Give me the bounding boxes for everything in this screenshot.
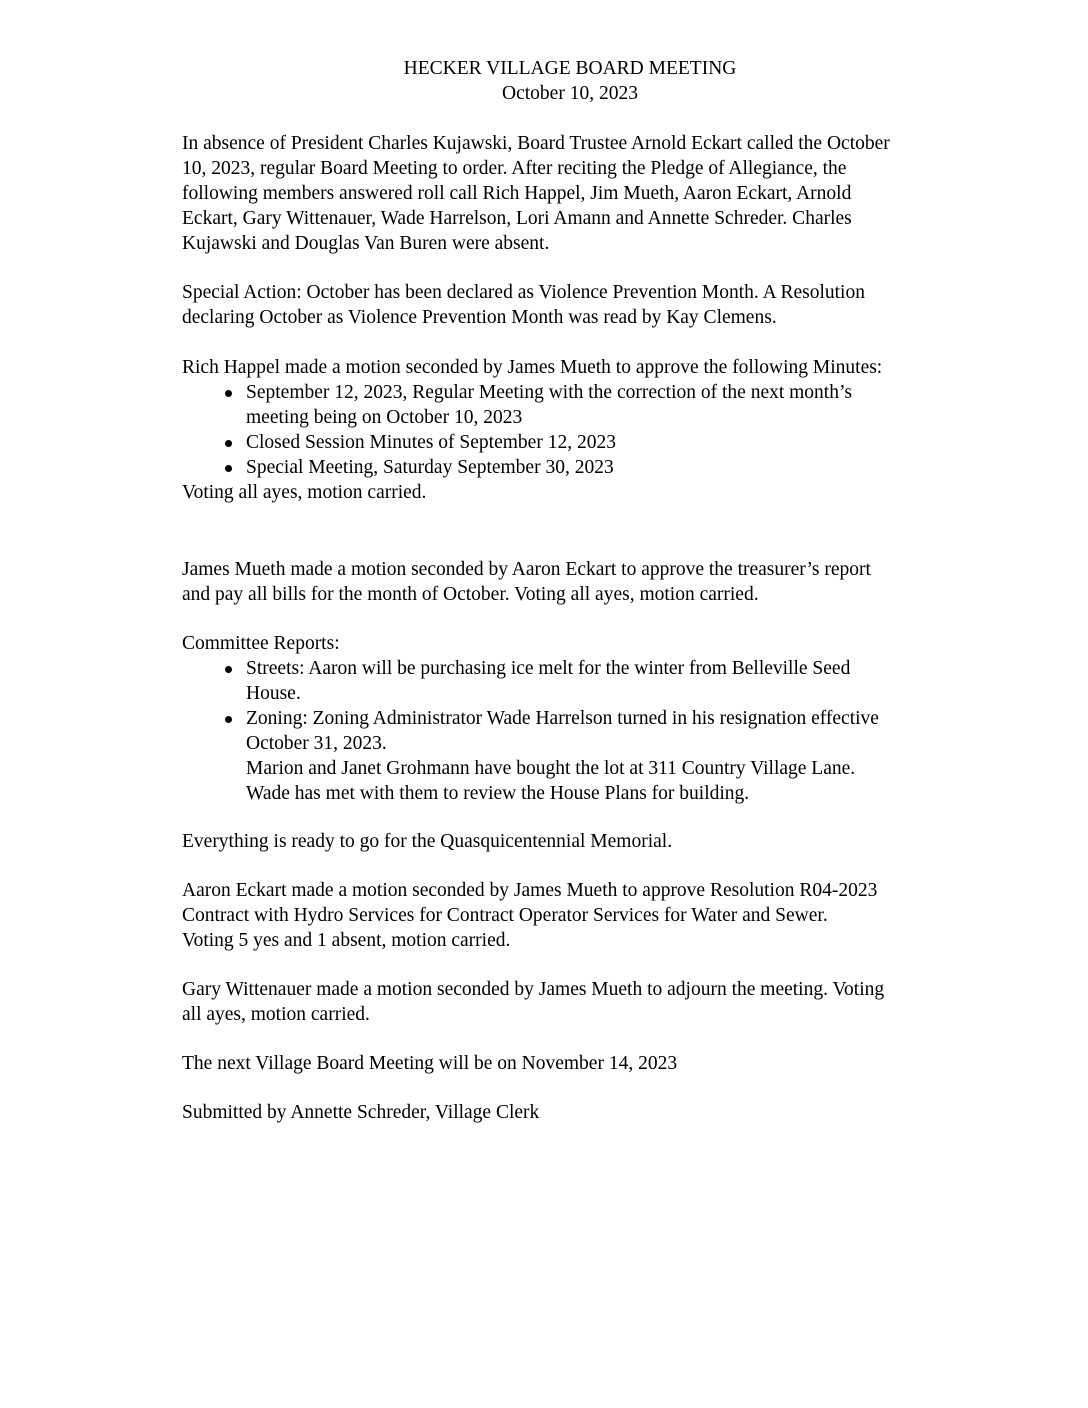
meeting-date: October 10, 2023 — [502, 83, 638, 104]
call-to-order-paragraph — [182, 131, 972, 256]
minutes-motion-paragraph — [182, 355, 972, 505]
bullet-icon — [225, 666, 232, 673]
text-line: The next Village Board Meeting will be on November 14, 2023 — [182, 1053, 678, 1074]
text-line: Contract with Hydro Services for Contract Operator Services for Water and Sewer. — [182, 905, 828, 926]
text-line: following members answered roll call Rich Happel, Jim Mueth, Aaron Eckart, Arnold — [182, 183, 852, 204]
document-page — [182, 56, 972, 1125]
committee-reports-section — [182, 631, 972, 806]
bullet-icon — [225, 716, 232, 723]
text-line: Eckart, Gary Wittenauer, Wade Harrelson, Lori Amann and Annette Schreder. Charles — [182, 208, 852, 229]
bullet-icon — [225, 465, 232, 472]
list-item — [182, 706, 972, 806]
text-line: meeting being on October 10, 2023 — [246, 407, 523, 428]
text-line: declaring October as Violence Prevention Month was read by Kay Clemens. — [182, 307, 777, 328]
text-line: Streets: Aaron will be purchasing ice melt for the winter from Belleville Seed — [246, 658, 851, 679]
text-line: Everything is ready to go for the Quasquicentennial Memorial. — [182, 831, 673, 852]
memorial-paragraph — [182, 829, 972, 854]
treasurer-motion-paragraph — [182, 557, 972, 607]
next-meeting-paragraph — [182, 1051, 972, 1076]
text-line: October 31, 2023. — [246, 733, 387, 754]
list-item — [182, 656, 972, 706]
text-line: Aaron Eckart made a motion seconded by James Mueth to approve Resolution R04-2023 — [182, 880, 878, 901]
committee-reports-heading: Committee Reports: — [182, 633, 340, 654]
list-item — [182, 430, 972, 455]
text-line: Gary Wittenauer made a motion seconded by James Mueth to adjourn the meeting. Voting — [182, 979, 885, 1000]
text-line: September 12, 2023, Regular Meeting with the correction of the next month’s — [246, 382, 852, 403]
adjourn-motion-paragraph — [182, 977, 972, 1027]
header — [182, 56, 958, 106]
text-line: Wade has met with them to review the House Plans for building. — [246, 783, 750, 804]
text-line: and pay all bills for the month of October. Voting all ayes, motion carried. — [182, 584, 759, 605]
text-line: Voting all ayes, motion carried. — [182, 482, 427, 503]
text-line: James Mueth made a motion seconded by Aaron Eckart to approve the treasurer’s report — [182, 559, 871, 580]
text-line: 10, 2023, regular Board Meeting to order. After reciting the Pledge of Allegiance, the — [182, 158, 847, 179]
bullet-icon — [225, 440, 232, 447]
document-title: HECKER VILLAGE BOARD MEETING — [403, 58, 737, 79]
text-line: Special Meeting, Saturday September 30, 2023 — [246, 457, 614, 478]
list-item — [182, 380, 972, 430]
special-action-paragraph — [182, 280, 972, 330]
text-line: Closed Session Minutes of September 12, 2023 — [246, 432, 616, 453]
resolution-motion-paragraph — [182, 878, 972, 953]
text-line: Submitted by Annette Schreder, Village Clerk — [182, 1102, 540, 1123]
committee-reports-list — [182, 656, 972, 806]
text-line: all ayes, motion carried. — [182, 1004, 370, 1025]
signature-paragraph — [182, 1100, 972, 1125]
text-line: House. — [246, 683, 301, 704]
text-line: In absence of President Charles Kujawski, Board Trustee Arnold Eckart called the October — [182, 133, 890, 154]
text-line: Zoning: Zoning Administrator Wade Harrelson turned in his resignation effective — [246, 708, 879, 729]
minutes-list — [182, 380, 972, 480]
text-line: Kujawski and Douglas Van Buren were absent. — [182, 233, 550, 254]
text-line: Voting 5 yes and 1 absent, motion carried. — [182, 930, 511, 951]
text-line: Rich Happel made a motion seconded by James Mueth to approve the following Minutes: — [182, 357, 883, 378]
text-line: Special Action: October has been declared as Violence Prevention Month. A Resolution — [182, 282, 865, 303]
list-item — [182, 455, 972, 480]
bullet-icon — [225, 390, 232, 397]
text-line: Marion and Janet Grohmann have bought the lot at 311 Country Village Lane. — [246, 758, 856, 779]
